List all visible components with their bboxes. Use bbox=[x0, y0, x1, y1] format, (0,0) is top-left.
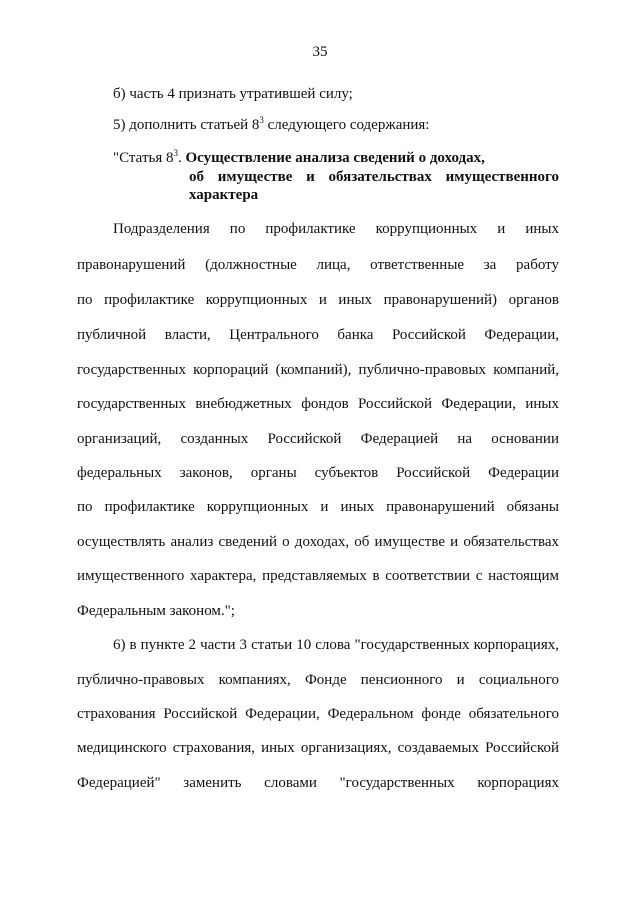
paragraph1-line-2: правонарушений (должностные лица, ответственные за работу bbox=[77, 257, 559, 273]
paragraph1-line-6: государственных внебюджетных фондов Российской Федерации, иных bbox=[77, 396, 559, 412]
item-b: б) часть 4 признать утратившей силу; bbox=[113, 86, 353, 102]
paragraph1-line-4: публичной власти, Центрального банка Российской Федерации, bbox=[77, 327, 559, 343]
article-title-line-1: Осуществление анализа сведений о доходах, bbox=[185, 150, 485, 166]
paragraph1-line-10: осуществлять анализ сведений о доходах, об имуществе и обязательствах bbox=[77, 534, 559, 550]
article-title-line-2: об имуществе и обязательствах имущественного bbox=[189, 169, 559, 185]
paragraph1-line-5: государственных корпораций (компаний), публично-правовых компаний, bbox=[77, 362, 559, 378]
paragraph1-line-1: Подразделения по профилактике коррупционных и иных bbox=[113, 221, 559, 237]
paragraph1-line-11: имущественного характера, представляемых в соответствии с настоящим bbox=[77, 568, 559, 584]
article-label: "Статья 8 bbox=[113, 150, 174, 166]
article-label-superscript: 3 bbox=[173, 148, 178, 158]
paragraph1-line-12: Федеральным законом."; bbox=[77, 603, 235, 619]
paragraph1-line-3: по профилактике коррупционных и иных правонарушений) органов bbox=[77, 292, 559, 308]
article-heading bbox=[113, 149, 559, 167]
item-5-prefix: 5) дополнить статьей 8 bbox=[113, 117, 260, 133]
paragraph2-line-2: публично-правовых компаниях, Фонде пенсионного и социального bbox=[77, 672, 559, 688]
item-5-suffix: следующего содержания: bbox=[263, 117, 430, 133]
paragraph1-line-7: организаций, созданных Российской Федерацией на основании bbox=[77, 431, 559, 447]
paragraph2-line-4: медицинского страхования, иных организациях, создаваемых Российской bbox=[77, 740, 559, 756]
page-number: 35 bbox=[312, 44, 328, 60]
item-5-superscript: 3 bbox=[259, 115, 264, 125]
paragraph1-line-9: по профилактике коррупционных и иных правонарушений обязаны bbox=[77, 499, 559, 515]
paragraph2-line-3: страхования Российской Федерации, Федеральном фонде обязательного bbox=[77, 706, 559, 722]
paragraph2-line-1: 6) в пункте 2 части 3 статьи 10 слова "государственных корпорациях, bbox=[113, 637, 559, 653]
paragraph2-line-5: Федерацией" заменить словами "государственных корпорациях bbox=[77, 775, 559, 791]
article-label-dot: . bbox=[177, 150, 182, 166]
paragraph1-line-8: федеральных законов, органы субъектов Российской Федерации bbox=[77, 465, 559, 481]
article-title-line-3: характера bbox=[189, 187, 259, 203]
item-5 bbox=[113, 115, 559, 135]
